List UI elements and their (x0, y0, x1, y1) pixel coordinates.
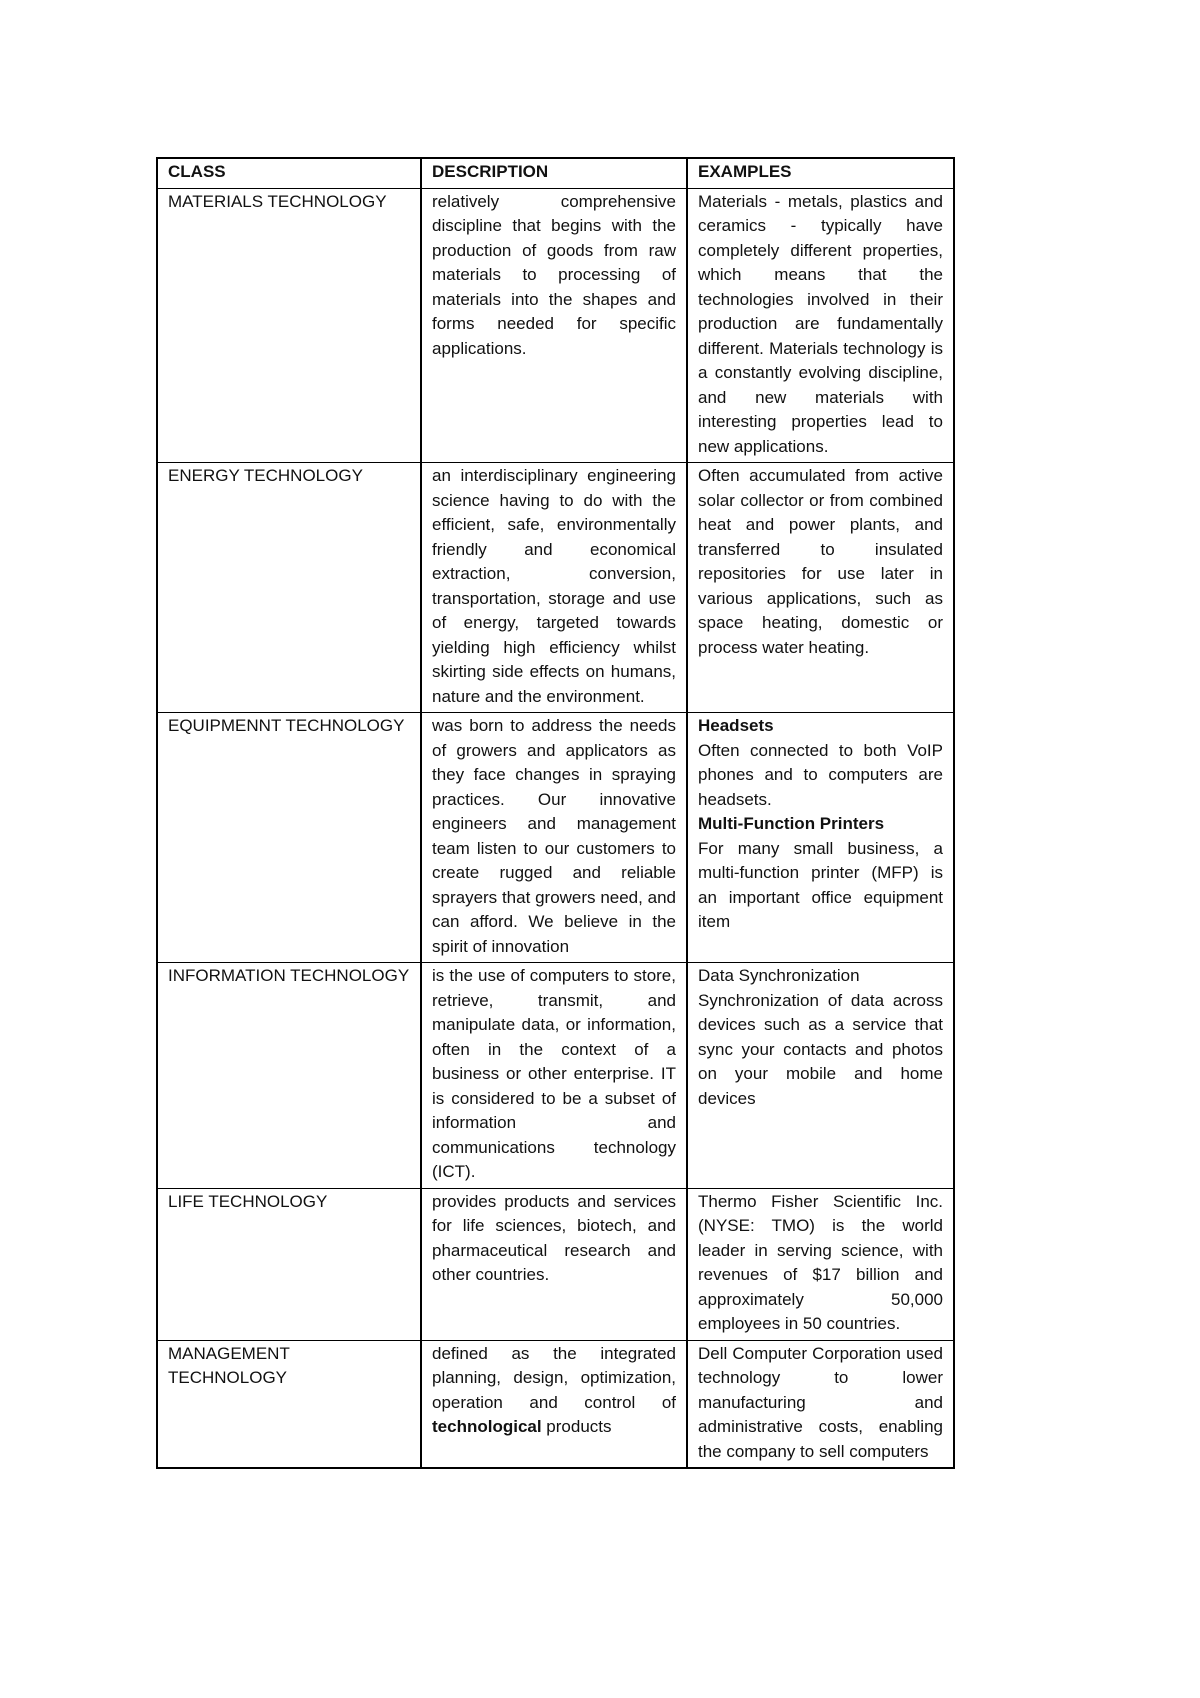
examples-cell: Thermo Fisher Scientific Inc. (NYSE: TMO) is the world leader in serving science, with revenues of $17 billion and approximately 50,000 employees in 50 countries. (687, 1188, 954, 1340)
table-row (157, 188, 954, 463)
table-header-row (157, 158, 954, 188)
example-text-data-sync: Synchronization of data across devices such as a service that sync your contacts and photos on your mobile and home devices (698, 990, 943, 1108)
example-text-headsets: Often connected to both VoIP phones and to computers are headsets. (698, 740, 943, 809)
examples-cell: Often accumulated from active solar collector or from combined heat and power plants, and transferred to insulated repositories for use later in various applications, such as space heating, domestic or process water heating. (687, 463, 954, 713)
description-cell: an interdisciplinary engineering science having to do with the efficient, safe, environmentally friendly and economical extraction, conversion, transportation, storage and use of energy, targeted towards yielding high efficiency whilst skirting side effects on humans, nature and the environment. (421, 463, 687, 713)
class-cell: LIFE TECHNOLOGY (157, 1188, 421, 1340)
example-heading-data-sync: Data Synchronization (698, 966, 860, 985)
header-examples: EXAMPLES (687, 158, 954, 188)
class-cell: INFORMATION TECHNOLOGY (157, 963, 421, 1189)
description-cell: relatively comprehensive discipline that begins with the production of goods from raw materials to processing of materials into the shapes and forms needed for specific applications. (421, 188, 687, 463)
description-cell: was born to address the needs of growers and applicators as they face changes in spraying practices. Our innovative engineers and management team listen to our customers to create rugged and reliable sprayers that growers need, and can afford. We believe in the spirit of innovation (421, 713, 687, 963)
class-cell: ENERGY TECHNOLOGY (157, 463, 421, 713)
class-cell: MATERIALS TECHNOLOGY (157, 188, 421, 463)
example-heading-headsets: Headsets (698, 716, 774, 735)
example-text-mfp: For many small business, a multi-function printer (MFP) is an important office equipment item (698, 838, 943, 931)
table-row (157, 463, 954, 713)
description-text-end: products (541, 1417, 612, 1436)
examples-cell: Materials - metals, plastics and ceramics - typically have completely different properties, which means that the technologies involved in their production are fundamentally different. Materials technology is a constantly evolving discipline, and new materials with interesting properties lead to new applications. (687, 188, 954, 463)
description-cell: provides products and services for life sciences, biotech, and pharmaceutical research and other countries. (421, 1188, 687, 1340)
class-cell: EQUIPMENNT TECHNOLOGY (157, 713, 421, 963)
table-row (157, 1340, 954, 1468)
description-text: defined as the integrated planning, design, optimization, operation and control of (432, 1343, 676, 1412)
technology-classes-table (156, 157, 955, 1469)
examples-cell (687, 713, 954, 963)
header-class: CLASS (157, 158, 421, 188)
table-row (157, 963, 954, 1189)
table-row (157, 1188, 954, 1340)
header-description: DESCRIPTION (421, 158, 687, 188)
description-bold-term: technological (432, 1417, 542, 1436)
examples-cell: Dell Computer Corporation used technology to lower manufacturing and administrative costs, enabling the company to sell computers (687, 1340, 954, 1468)
description-cell: is the use of computers to store, retrieve, transmit, and manipulate data, or information, often in the context of a business or other enterprise. IT is considered to be a subset of information and communications technology (ICT). (421, 963, 687, 1189)
description-cell (421, 1340, 687, 1468)
examples-cell (687, 963, 954, 1189)
example-heading-mfp: Multi-Function Printers (698, 814, 885, 833)
table-row (157, 713, 954, 963)
class-cell: MANAGEMENT TECHNOLOGY (157, 1340, 421, 1468)
